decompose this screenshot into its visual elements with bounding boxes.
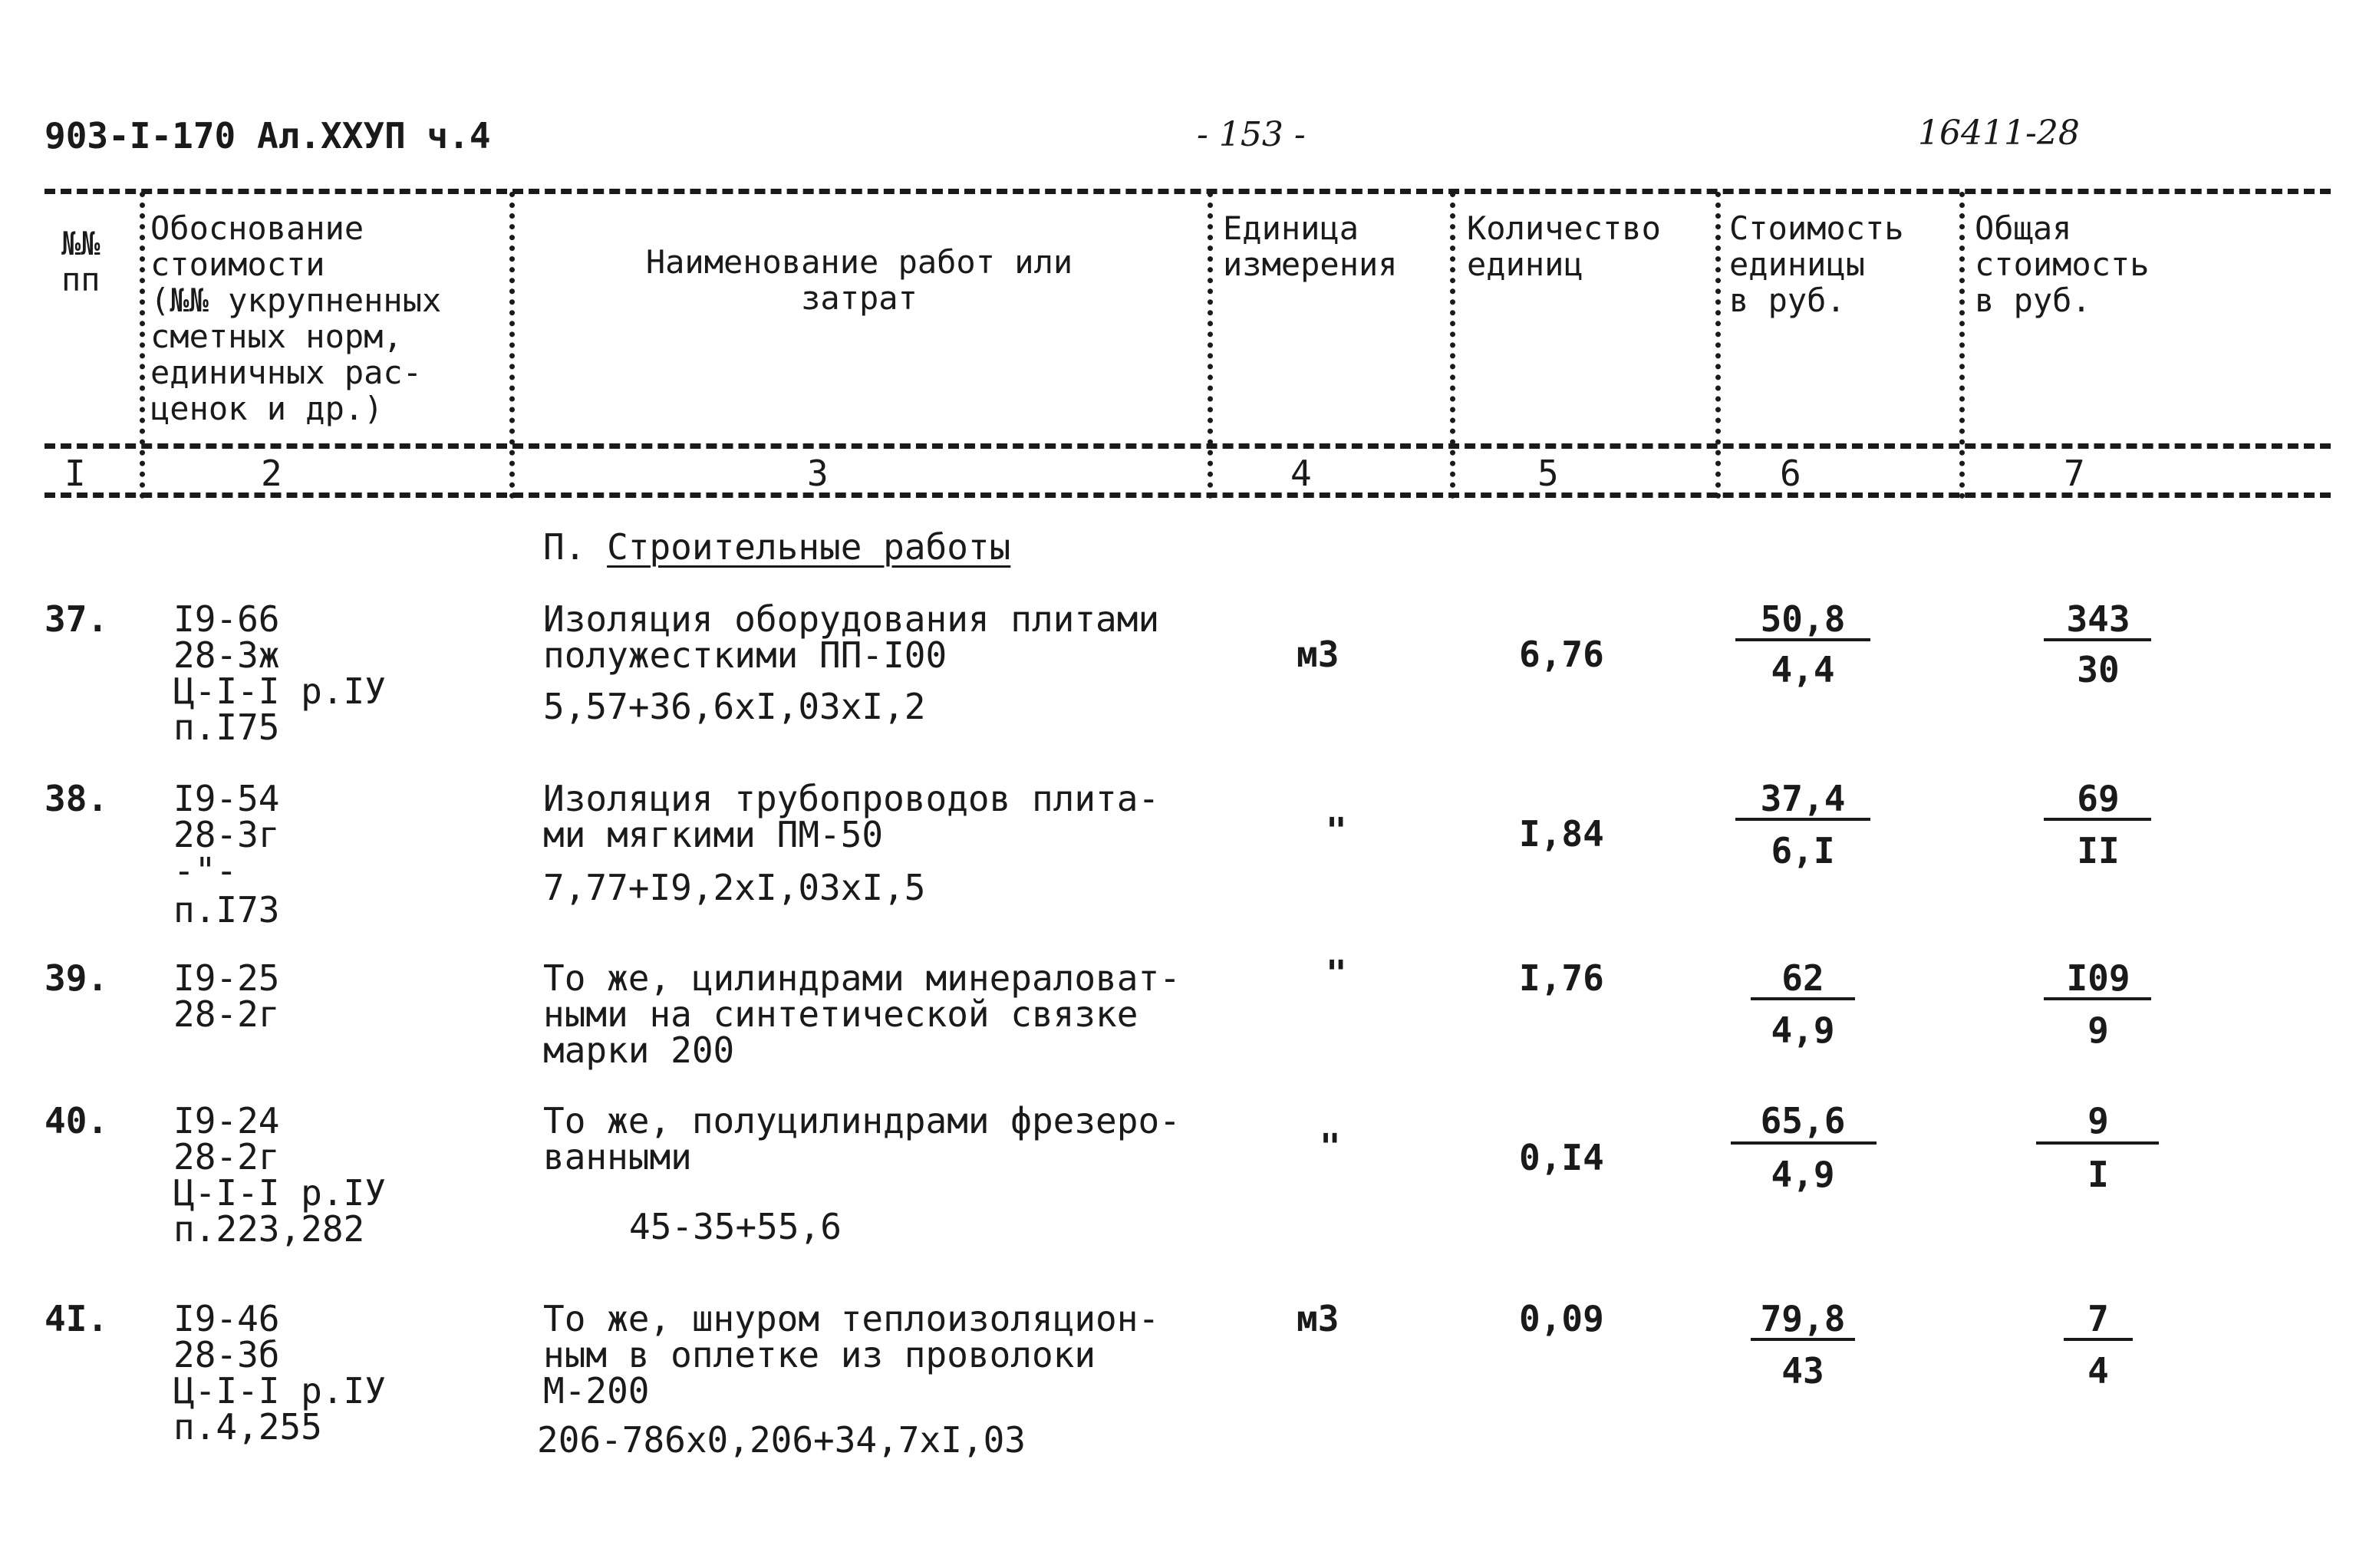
row-unit-cost-top: 65,6 bbox=[1760, 1100, 1846, 1141]
row-number: 4I. bbox=[44, 1298, 109, 1339]
row-unit-cost-top: 79,8 bbox=[1760, 1298, 1846, 1339]
row-total-top: 9 bbox=[2087, 1100, 2109, 1141]
row-quantity: I,76 bbox=[1519, 957, 1604, 999]
total-fraction-line bbox=[2036, 1141, 2159, 1145]
row-number: 38. bbox=[44, 778, 109, 819]
section-prefix: П. bbox=[543, 526, 586, 568]
header-col1: №№ пп bbox=[61, 225, 101, 298]
row-unit-cost-top: 62 bbox=[1781, 957, 1824, 999]
row-unit: " bbox=[1320, 1126, 1341, 1168]
column-number-2: 2 bbox=[261, 453, 282, 494]
row-unit-cost-bottom: 4,4 bbox=[1771, 649, 1835, 690]
row-work-name: Изоляция оборудования плитами полужесткими ПП-I00 bbox=[543, 598, 1160, 676]
column-number-4: 4 bbox=[1290, 453, 1312, 494]
row-unit-cost-bottom: 6,I bbox=[1771, 830, 1835, 871]
row-unit-cost-bottom: 4,9 bbox=[1771, 1010, 1835, 1051]
header-bottom-border bbox=[44, 443, 2331, 449]
row-total-bottom: I bbox=[2087, 1154, 2109, 1195]
row-work-name: Изоляция трубопроводов плита- ми мягкими ПМ-50 bbox=[543, 778, 1160, 855]
row-work-name: То же, цилиндрами минераловат- ными на синтетической связке марки 200 bbox=[543, 957, 1181, 1071]
row-unit: " bbox=[1326, 953, 1347, 994]
row-quantity: I,84 bbox=[1519, 813, 1604, 855]
row-unit: " bbox=[1326, 810, 1347, 852]
row-work-name: То же, шнуром теплоизоляцион- ным в оплетке из проволоки М-200 bbox=[543, 1298, 1160, 1412]
col-divider-6 bbox=[1959, 192, 1965, 499]
archive-number: 16411-28 bbox=[1918, 114, 2080, 153]
row-work-name: То же, полуцилиндрами фрезеро- ванными bbox=[543, 1100, 1181, 1178]
row-quantity: 6,76 bbox=[1519, 634, 1604, 675]
header-col3: Наименование работ или затрат bbox=[645, 243, 1073, 317]
section-title-text: Строительные работы bbox=[607, 526, 1011, 568]
row-unit: м3 bbox=[1297, 634, 1339, 675]
total-fraction-line bbox=[2044, 818, 2151, 821]
column-number-border bbox=[44, 492, 2331, 498]
row-total-top: 69 bbox=[2077, 778, 2120, 819]
row-number: 39. bbox=[44, 957, 109, 999]
row-total-bottom: 9 bbox=[2087, 1010, 2109, 1051]
header-col4: Единица измерения bbox=[1223, 209, 1398, 283]
row-basis: I9-66 28-3ж Ц-I-I р.IУ п.I75 bbox=[173, 598, 386, 748]
total-fraction-line bbox=[2044, 997, 2151, 1000]
col-divider-2 bbox=[509, 192, 515, 499]
unit-cost-fraction-line bbox=[1751, 1338, 1855, 1341]
row-total-bottom: 4 bbox=[2087, 1350, 2109, 1392]
unit-cost-fraction-line bbox=[1731, 1141, 1877, 1145]
page-number: - 153 - bbox=[1197, 115, 1306, 154]
total-fraction-line bbox=[2064, 1338, 2133, 1341]
col-divider-3 bbox=[1208, 192, 1213, 499]
header-col2: Обоснование стоимости (№№ укрупненных сметных норм, единичных рас- ценок и др.) bbox=[150, 209, 442, 427]
row-quantity: 0,09 bbox=[1519, 1298, 1604, 1339]
section-title bbox=[543, 526, 1011, 568]
row-formula: 206-786х0,206+34,7хI,03 bbox=[537, 1419, 1026, 1461]
row-total-bottom: 30 bbox=[2077, 649, 2120, 690]
total-fraction-line bbox=[2044, 638, 2151, 641]
column-number-7: 7 bbox=[2064, 453, 2085, 494]
column-number-3: 3 bbox=[807, 453, 829, 494]
row-number: 37. bbox=[44, 598, 109, 640]
row-total-bottom: II bbox=[2077, 830, 2120, 871]
row-formula: 45-35+55,6 bbox=[629, 1206, 842, 1247]
row-total-top: 343 bbox=[2066, 598, 2130, 640]
header-col5: Количество единиц bbox=[1467, 209, 1661, 283]
row-total-top: I09 bbox=[2066, 957, 2130, 999]
header-col6: Стоимость единицы в руб. bbox=[1729, 209, 1904, 319]
col-divider-5 bbox=[1715, 192, 1721, 499]
row-unit-cost-bottom: 43 bbox=[1781, 1350, 1824, 1392]
row-formula: 5,57+36,6хI,03хI,2 bbox=[543, 686, 926, 727]
row-unit: м3 bbox=[1297, 1298, 1339, 1339]
column-number-5: 5 bbox=[1537, 453, 1559, 494]
col-divider-4 bbox=[1450, 192, 1455, 499]
row-quantity: 0,I4 bbox=[1519, 1137, 1604, 1178]
unit-cost-fraction-line bbox=[1735, 818, 1870, 821]
row-basis: I9-46 28-3б Ц-I-I р.IУ п.4,255 bbox=[173, 1298, 386, 1448]
row-basis: I9-25 28-2г bbox=[173, 957, 280, 1035]
row-formula: 7,77+I9,2хI,03хI,5 bbox=[543, 867, 926, 908]
unit-cost-fraction-line bbox=[1751, 997, 1855, 1000]
row-unit-cost-top: 50,8 bbox=[1760, 598, 1846, 640]
row-unit-cost-bottom: 4,9 bbox=[1771, 1154, 1835, 1195]
row-basis: I9-24 28-2г Ц-I-I р.IУ п.223,282 bbox=[173, 1100, 386, 1250]
row-total-top: 7 bbox=[2087, 1298, 2109, 1339]
header-col7: Общая стоимость в руб. bbox=[1975, 209, 2150, 319]
document-code: 903-I-170 Ал.ХХУП ч.4 bbox=[44, 115, 491, 156]
column-number-1: I bbox=[64, 453, 86, 494]
row-unit-cost-top: 37,4 bbox=[1760, 778, 1846, 819]
column-number-6: 6 bbox=[1780, 453, 1801, 494]
table-top-border bbox=[44, 189, 2331, 194]
row-basis: I9-54 28-3г -"- п.I73 bbox=[173, 778, 280, 931]
unit-cost-fraction-line bbox=[1735, 638, 1870, 641]
col-divider-1 bbox=[140, 192, 145, 499]
row-number: 40. bbox=[44, 1100, 109, 1141]
